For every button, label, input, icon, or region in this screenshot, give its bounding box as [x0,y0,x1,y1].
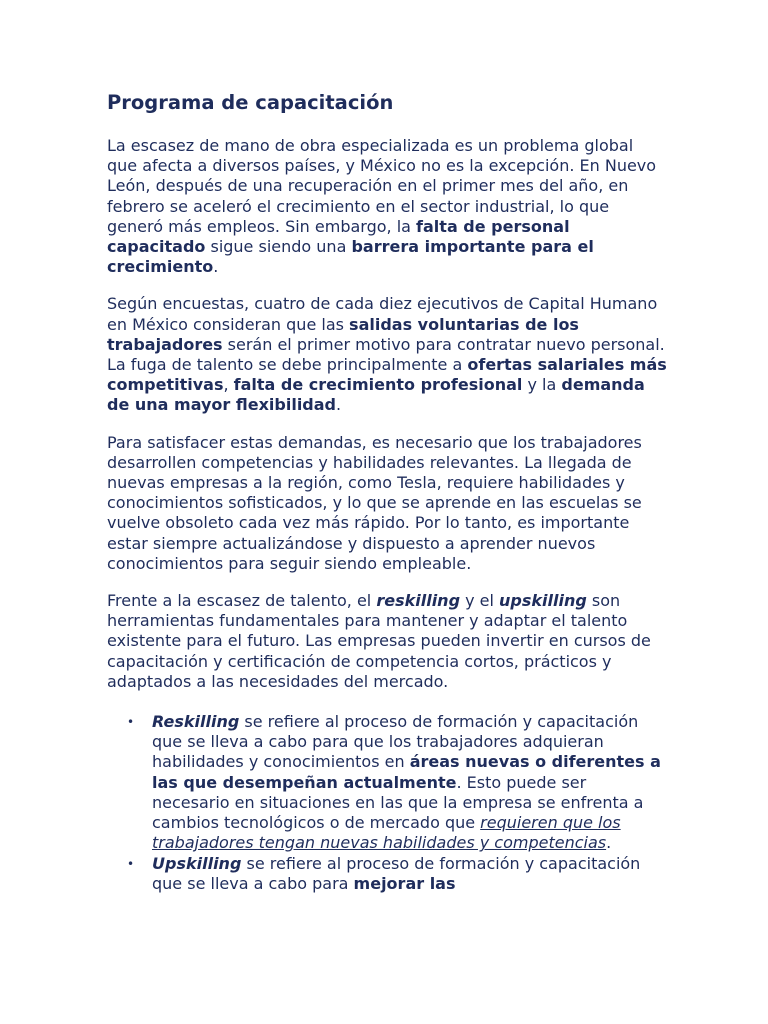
text: sigue siendo una [205,237,352,257]
text: . [336,395,342,415]
bold-text: falta de personal capacitado [107,216,570,257]
bold-italic-text [152,854,241,873]
bold-text: áreas nuevas o diferentes a las que desempeñan actualmente [152,752,661,792]
text: , [223,375,234,395]
bold-italic-text [376,591,460,610]
bullet-icon: • [127,715,135,730]
reskilling-term: Reskilling [152,712,240,732]
paragraph-2 [107,294,667,415]
list-item [107,712,667,853]
paragraph-1 [107,136,667,277]
bold-text: falta de crecimiento profesional [233,375,523,395]
bullet-list [107,712,667,894]
bullet-icon: • [127,856,135,871]
text: son herramientas fundamentales para mantener y adaptar el talento existente para el futuro. Las empresas pueden invertir en cursos de capacitación y certificación de competencia cortos, prácticos y adaptados a las necesidades del mercado. [107,591,651,691]
reskilling-term: reskilling [376,591,461,611]
bold-italic-text [152,712,239,731]
bold-text: salidas voluntarias de los trabajadores [107,314,579,354]
text: y la [522,375,562,395]
upskilling-term: upskilling [499,591,587,611]
text: . Esto puede ser necesario en situaciones en las que la empresa se enfrenta a cambios tecnológicos o de mercado que [152,772,644,833]
text: Frente a la escasez de talento, el [107,591,377,611]
bold-italic-text [499,591,587,610]
page-title: Programa de capacitación [107,91,394,114]
text: Para satisfacer estas demandas, es necesario que los trabajadores desarrollen competencias y habilidades relevantes. La llegada de nuevas empresas a la región, como Tesla, requiere habilidades y conocimientos sofisticados, y lo que se aprende en las escuelas se vuelve obsoleto cada vez más rápido. Por lo tanto, es importante estar siempre actualizándose y dispuesto a aprender nuevos conocimientos para seguir siendo empleable. [107,432,642,573]
upskilling-term: Upskilling [152,853,242,873]
paragraph-4 [107,591,667,692]
text: se refiere al proceso de formación y capacitación que se lleva a cabo para [152,853,641,893]
bold-text: barrera importante para el crecimiento [107,237,594,277]
text: y el [460,591,500,611]
text: Según encuestas, cuatro de cada diez ejecutivos de Capital Humano en México consideran que las [107,294,658,334]
text: serán el primer motivo para contratar nuevo personal. La fuga de talento se debe principalmente a [107,334,665,375]
text: . [213,257,219,277]
text: La escasez de mano de obra especializada es un problema global que afecta a diversos países, y México no es la excepción. En Nuevo León, después de una recuperación en el primer mes del año, en febrero se aceleró el crecimiento en el sector industrial, lo que generó más empleos. Sin embargo, la [107,136,657,236]
bold-text: mejorar las [353,873,456,893]
list-item [107,854,667,894]
paragraph-3 [107,433,667,574]
bold-text: demanda de una mayor flexibilidad [107,375,645,415]
underlined-italic-text: requieren que los trabajadores tengan nuevas habilidades y competencias [152,813,621,853]
document-page [107,90,667,894]
bold-text: ofertas salariales más competitivas [107,355,667,395]
text: . [606,833,612,853]
text: se refiere al proceso de formación y capacitación que se lleva a cabo para que los trabajadores adquieran habilidades y conocimientos en [152,712,639,772]
